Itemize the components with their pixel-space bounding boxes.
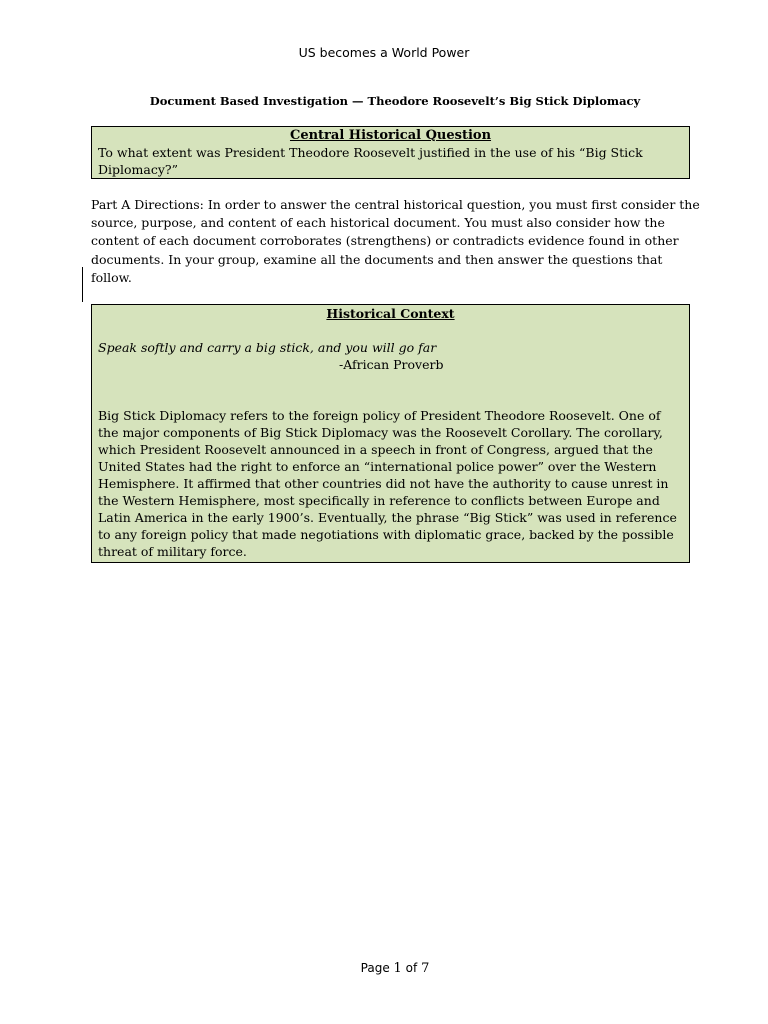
text-cursor — [82, 267, 83, 302]
central-question-text: To what extent was President Theodore Roosevelt justified in the use of his “Big Stick Diplomacy?” — [98, 145, 643, 177]
page-number: 1 — [393, 961, 402, 976]
proverb-attribution: -African Proverb — [339, 357, 444, 372]
page-label: Page — [360, 961, 390, 975]
page-footer — [0, 960, 768, 977]
central-question-box — [91, 126, 690, 179]
directions-paragraph: Part A Directions: In order to answer the central historical question, you must first consider the source, purpose, and content of each historical document. You must also consider how the content of each document corroborates (strengthens) or contradicts evidence found in other documents. In your group, examine all the documents and then answer the questions that follow. — [91, 197, 700, 285]
central-question-heading: Central Historical Question — [289, 128, 492, 143]
proverb-quote: Speak softly and carry a big stick, and you will go far — [98, 340, 437, 355]
historical-context-heading: Historical Context — [326, 306, 455, 321]
page-header: US becomes a World Power — [298, 45, 470, 60]
total-pages: 7 — [421, 961, 430, 976]
historical-context-paragraph: Big Stick Diplomacy refers to the foreign policy of President Theodore Roosevelt. One of the major components of Big Stick Diplomacy was the Roosevelt Corollary. The corollary, which President Roosevelt announced in a speech in front of Congress, argued that the United States had the right to enforce an “international police power” over the Western Hemisphere. It affirmed that other countries did not have the authority to cause unrest in the Western Hemisphere, most specifically in reference to conflicts between Europe and Latin America in the early 1900’s. Eventually, the phrase “Big Stick” was used in reference to any foreign policy that made negotiations with diplomatic grace, backed by the possible threat of military force. — [98, 408, 677, 559]
document-title: Document Based Investigation — Theodore Roosevelt’s Big Stick Diplomacy — [149, 94, 641, 108]
of-label: of — [405, 961, 418, 975]
historical-context-box — [91, 304, 690, 563]
